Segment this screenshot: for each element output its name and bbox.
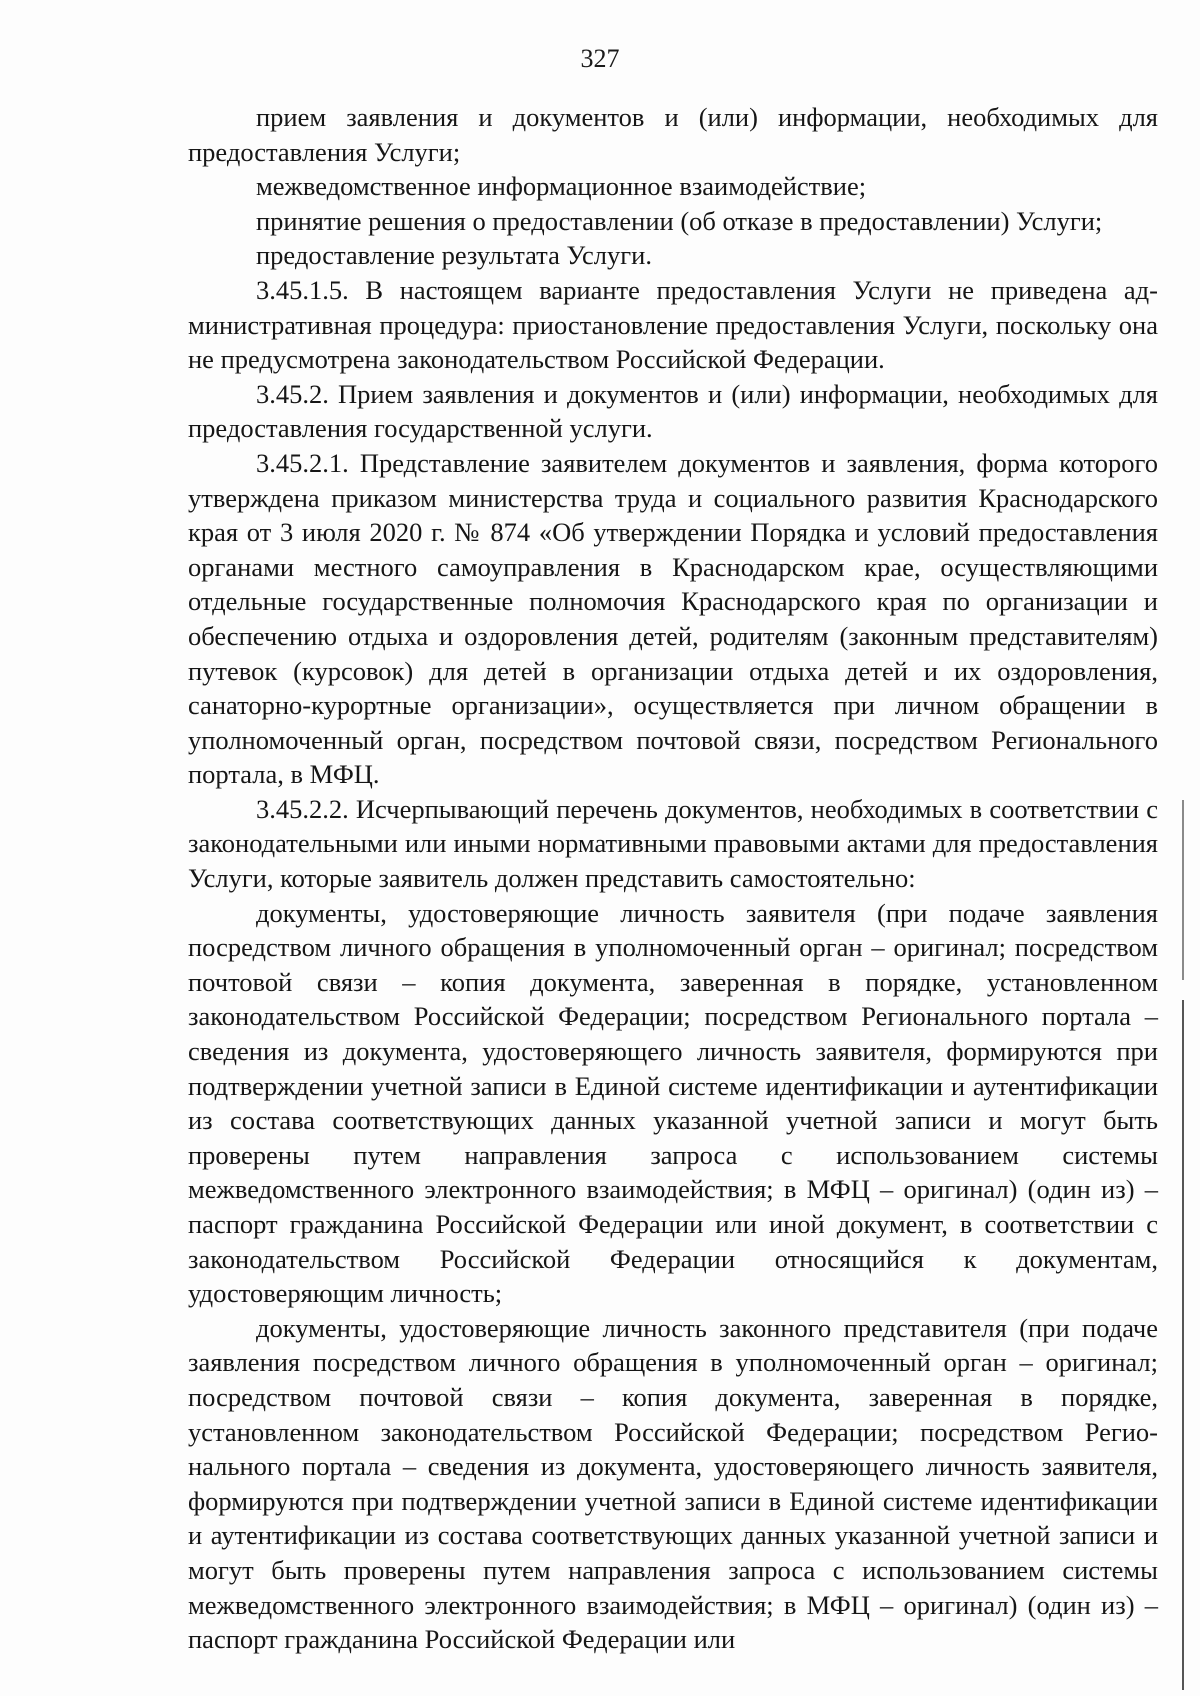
- page-number: 327: [580, 44, 620, 73]
- paragraph-list-item-reception: прием заявления и документов и (или) информации, необходимых для предоставления Услуги;: [188, 102, 1158, 167]
- scan-edge-line: [1182, 800, 1184, 980]
- paragraph-3-45-2-1: 3.45.2.1. Представление заявителем документов и заявления, форма которого утверждена приказом министерства труда и социального развития Краснодарского края от 3 июля 2020 г. № 874 «Об утверждении Порядка и условий предоставления органами местного самоуправления в Краснодарском крае, осуществляющими отдельные государственные полномочия Краснодарского края по организации и обеспечению отдыха и оздоровления детей, родителям (законным представителям) путевок (курсовок) для детей в организации отдыха детей и их оздоровления, санаторно-курортные организации», осуществляется при личном обращении в уполномоченный орган, посредством почтовой связи, посредством Регионального портала, в МФЦ.: [188, 447, 1158, 790]
- document-body: [188, 100, 1158, 1657]
- scan-edge-line: [1182, 1000, 1184, 1690]
- paragraph-3-45-2-2: 3.45.2.2. Исчерпывающий перечень документов, необходимых в соответствии с законодательными или иными нормативными правовыми актами для предоставления Услуги, которые заявитель должен представить самостоятельно:: [188, 793, 1158, 894]
- paragraph-list-item-result: предоставление результата Услуги.: [256, 240, 652, 271]
- paragraph-3-45-1-5: 3.45.1.5. В настоящем варианте предоставления Услуги не приведена административная процедура: приостановление предоставления Услуги, поскольку она не предусмотрена законодательством Российской Федерации.: [188, 274, 1158, 375]
- paragraph-list-item-interaction: межведомственное информационное взаимодействие;: [256, 171, 867, 202]
- paragraph-list-item-decision: принятие решения о предоставлении (об отказе в предоставлении) Услуги;: [256, 205, 1103, 236]
- paragraph-applicant-documents: документы, удостоверяющие личность заявителя (при подаче заявления посредством личного обращения в уполномоченный орган – оригинал; посредством почтовой связи – копия документа, заверенная в порядке, установленном законодательством Российской Федерации; посредством Регионального портала – сведения из документа, удостоверяющего личность заявителя, формируются при подтверждении учетной записи в Единой системе идентификации и аутентификации из состава соответствующих данных указанной учетной записи и могут быть проверены путем направления запроса с использованием системы межведомственного электронного взаимодействия; в МФЦ – оригинал) (один из) – паспорт гражданина Российской Федерации или иной документ, в соответствии с законодательством Российской Федерации относящийся к документам, удостоверяющим личность;: [188, 897, 1158, 1309]
- paragraph-3-45-2: 3.45.2. Прием заявления и документов и (или) информации, необходимых для предоставления государственной услуги.: [188, 378, 1158, 444]
- paragraph-representative-documents: документы, удостоверяющие личность законного представителя (при подаче заявления посредством личного обращения в уполномоченный орган – оригинал; посредством почтовой связи – копия документа, заверенная в порядке, установленном законодательством Российской Федерации; посредством Регионального портала – сведения из документа, удостоверяющего личность заявителя, формируются при подтверждении учетной записи в Единой системе идентификации и аутентификации из состава соответствующих данных указанной учетной записи и могут быть проверены путем направления запроса с использованием системы межведомственного электронного взаимодействия; в МФЦ – оригинал) (один из) – паспорт гражданина Российской Федерации или: [188, 1312, 1158, 1655]
